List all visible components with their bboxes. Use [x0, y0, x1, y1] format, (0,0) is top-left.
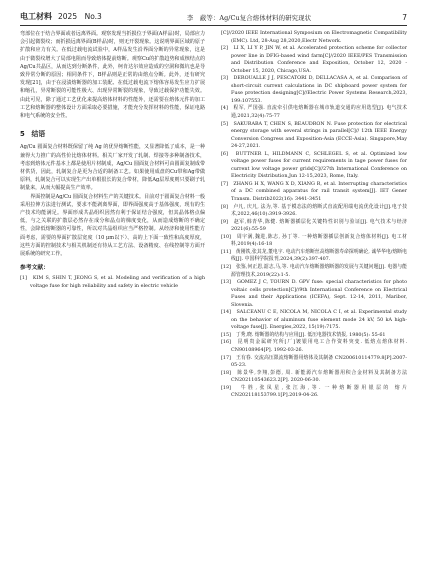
reference-item: [3] DEROUALLE J J, PESCATORI D, DELLACASA A, et al. Comparison of short-circuit current calculations in DC shipboard power system for Fuse protection designing[C]//Electric Power Systems Research,2023, 199:107553.	[221, 75, 407, 104]
journal-name: 电工材料	[20, 12, 52, 21]
header-author-title: 李 蔽等：Ag/Cu复合熔体材料的研究现状	[186, 14, 312, 22]
reference-item: [14] SALCEANU C E, NICOLA M, NICOLA C I, et al. Experimental study on the behavior of aluminum fuse element mode 24 kV, 50 kA high-voltage fuse[J]. Energies,2022, 15(19):7175.	[221, 309, 407, 331]
references-heading: 参考文献：	[20, 265, 49, 272]
reference-item: [13] GOMEZ J C, TOURN D. GPV fuse: special characteristics for photo voltaic cells protection[C]//9th International Conference on Electrical Fuses and their Applications (ICEFA), Sept. 12-14, 2011, Maribor, Slovenia.	[221, 279, 407, 308]
reference-item: [10] 周宇满,魏进,陈志, 孙丁等. 一种熔断器插层创新复合熔体材料[J]. 电工材料,2019(4):16-18	[221, 233, 407, 248]
issue-number: 2025 No.3	[58, 12, 102, 21]
reference-item: [19] 牛胜,张凤星,张江海,等. 一种熔断器用银层的 熔片 CN202118153799.1[P].2019-04-26.	[221, 384, 407, 399]
reference-item: [15] 丁秀,晓. 熔断器的结构与应用[J]. 低压电器技术情报, 1980(5): 55-61	[221, 331, 386, 338]
running-header	[20, 8, 407, 26]
reference-item: [12] 张鉴,何正恩,韶志,马,等. 电动汽车熔断器熔断器的发展与关键问题[J]. 电器与能源管理技术,2019(22):1-5.	[221, 263, 407, 278]
references-list-right	[221, 30, 407, 400]
page-number: 7	[402, 13, 407, 22]
conclusion-paragraph: Ag/Cu 圆面复合材料既保留了纯 Ag 的优异熔断性能，又显著降低了成本，是一种兼得大力推广的高性价比熔体材料。相关厂家开发了轧制、焊接等多种制备技术，考虑到熔体元件基本上都是使用片材制成，Ag/Cu 圆面复合材料可由圆面复制成带材供货，因此，轧制复合是更为合适的制备工艺。如果使用成盘的Cu带和Ag带做原料，轧制复合可以实现生产出单根很长的复合带材，降低Ag层厚度则只要刷子轧制量来，从而大幅提高生产效率。 界面控制是Ag/Cu 圆面复合材料生产的关键技术。目前对于圆面复合材料一般采用拉伸方法进行测试，要求不能剥离界面，即界面强度高于基体强度，现有的生产技术均能满足。界面形成共晶组织因然有利于保证结合强度，但其晶体格点偏低，与之关联的扩散层必然存在成分和晶点的梯度变化，从而造成熔断的不确定性，会降低熔断器的可靠性，所以对共晶组织应当严格控制。从经济和使用性能方面考虑，需要的界面扩散层宽度（10 μm以下）、高的上下面一致性和高度厚度，这些方面的控制技术与相关机制还有待从工艺方法、设备精度、在线控制等方面开展系统的研究工作。	[20, 144, 205, 258]
reference-item: [16] 昆明贵金属研究所[厂]镀银用电工合作资料突变. 低熔点熔体材料. CN90108964[P]. 1992-03-26.	[221, 339, 407, 353]
reference-item: [8] 卢凡, 庆凡, 法为,等. 基于模态法的熔断式直流配用端电流优化设计[J].电子技术,2022,46(10):3919-3926.	[221, 203, 407, 218]
left-column	[20, 30, 205, 291]
reference-item: [4] 程军, 严国强. 直流牵引供电熔断器在城市轨道交通的应用选型[J]. 电气技术通,2021,32(4):75-77	[221, 105, 407, 120]
right-column	[221, 30, 407, 400]
reference-item: [5] SAKURABA T, CHEN S, BEAUDRON N. Fuse protection for electrical energy storage with several strings in parallel[C]// 12th IEEE Energy Conversion Congress and Exposition-Asia (ECCE-Asia). Singapore,May 24-27,2021.	[221, 120, 407, 150]
reference-item: [18] 陈景华,李翔,彭德, 周. 新能源汽车熔断器用积合金材料及其制备方法 CN202110543623.2[P]. 2020-06-30.	[221, 369, 407, 384]
section-title-conclusion: 5 结语	[20, 130, 46, 139]
reference-item: [17] 王有春. 交流高压限流熔断器用熔体及其制备 CN200610114779.8[P].2007-05-23.	[221, 354, 407, 369]
reference-item: [9] 赵军,韩青华,陈健. 熔断器插层化关键特性识别与验证[J]. 电气技术与经济 2021(6):55-59	[221, 218, 407, 233]
reference-item: [1] KIM S, SHIN T, JEONG S, et al. Modeling and verification of a high voltage fuse for high reliability and safety in electric vehicle	[20, 275, 205, 290]
reference-item: [7] ZHANG H X, WANG X D, XIANG R, et al. Interrupting characteristics of a DC combined apparatus for rail transit system[J]. IET Gener Transm. Distrib2022(16): 3441-3451	[221, 180, 407, 203]
reference-item: [11] 黄刚铁,张其龙,董电宇. 电动汽车熔断丝高熔断器寿命探明确论, 诚华华电/熔断电线[J]. 中国科学院报刊,2024,39(2):397-407.	[221, 248, 407, 263]
reference-item: [C]//2020 IEEE International Symposium on Electromagnetic Compatibility (EMC). Ltd, 28-Aug 28,2020,Electr Network.	[221, 30, 407, 44]
references-list-left	[20, 275, 205, 290]
reference-item: [2] LI X, LI Y P, JIN W, et al. Accelerated protection scheme for collector power line in DFIG-based wind farm[C]//2020 IEEE/PES Transmission and Distribution Conference and Exposition, October 12, 2020 - October 15, 2020, Chicago,USA.	[221, 45, 407, 74]
body-paragraph: 弯部位在于结合界面或者远离界面。观察发现当折损位于界面(A样品)时，局部应力会引起微裂纹；而折损远离界面(B样品)时，则无开裂现象。这说明界面区域的原子扩散和应力有关。在低过载电流试验中，A样品发生沿界面分断的异常现象，这是由于微裂纹增大了局部电阻而导致熔体提前熔断。观察Cu的扩散趋势和成核结点的Ag/Cu共晶区，从而达到分断条件，此外，柯肯达尔效应造成的空洞和微坑也是导致异常分断的原因；相同条件下，B样品则是正常的由熔点分断。此外，还有研究发现[21]，由于在浸渍熔断器的加工装配、在低过载电流下熔体容易发生应力扩展和缩孔，异常断裂的可能性极大、出现异常断裂的现象，导致过载保护功能失效。由此可见，除了通过工艺优化来提高熔体材料的性能外，还需要在熔体元件的加工工艺和熔断器的整体设计方面采取必要措施，才能充分发挥材料的性能，保证电路和电气系统的安全性。	[20, 31, 205, 120]
reference-item: [6] BUTTNER L, HILDMANN C, SCHLEGEL S, et al. Optimized low voltage power fuses for current requirements in tage power fuses for current low voltage power grids[C]//27th International Conference on Electricity Distribution,Jun 12-15,2023, Rome, Italy.	[221, 150, 407, 180]
